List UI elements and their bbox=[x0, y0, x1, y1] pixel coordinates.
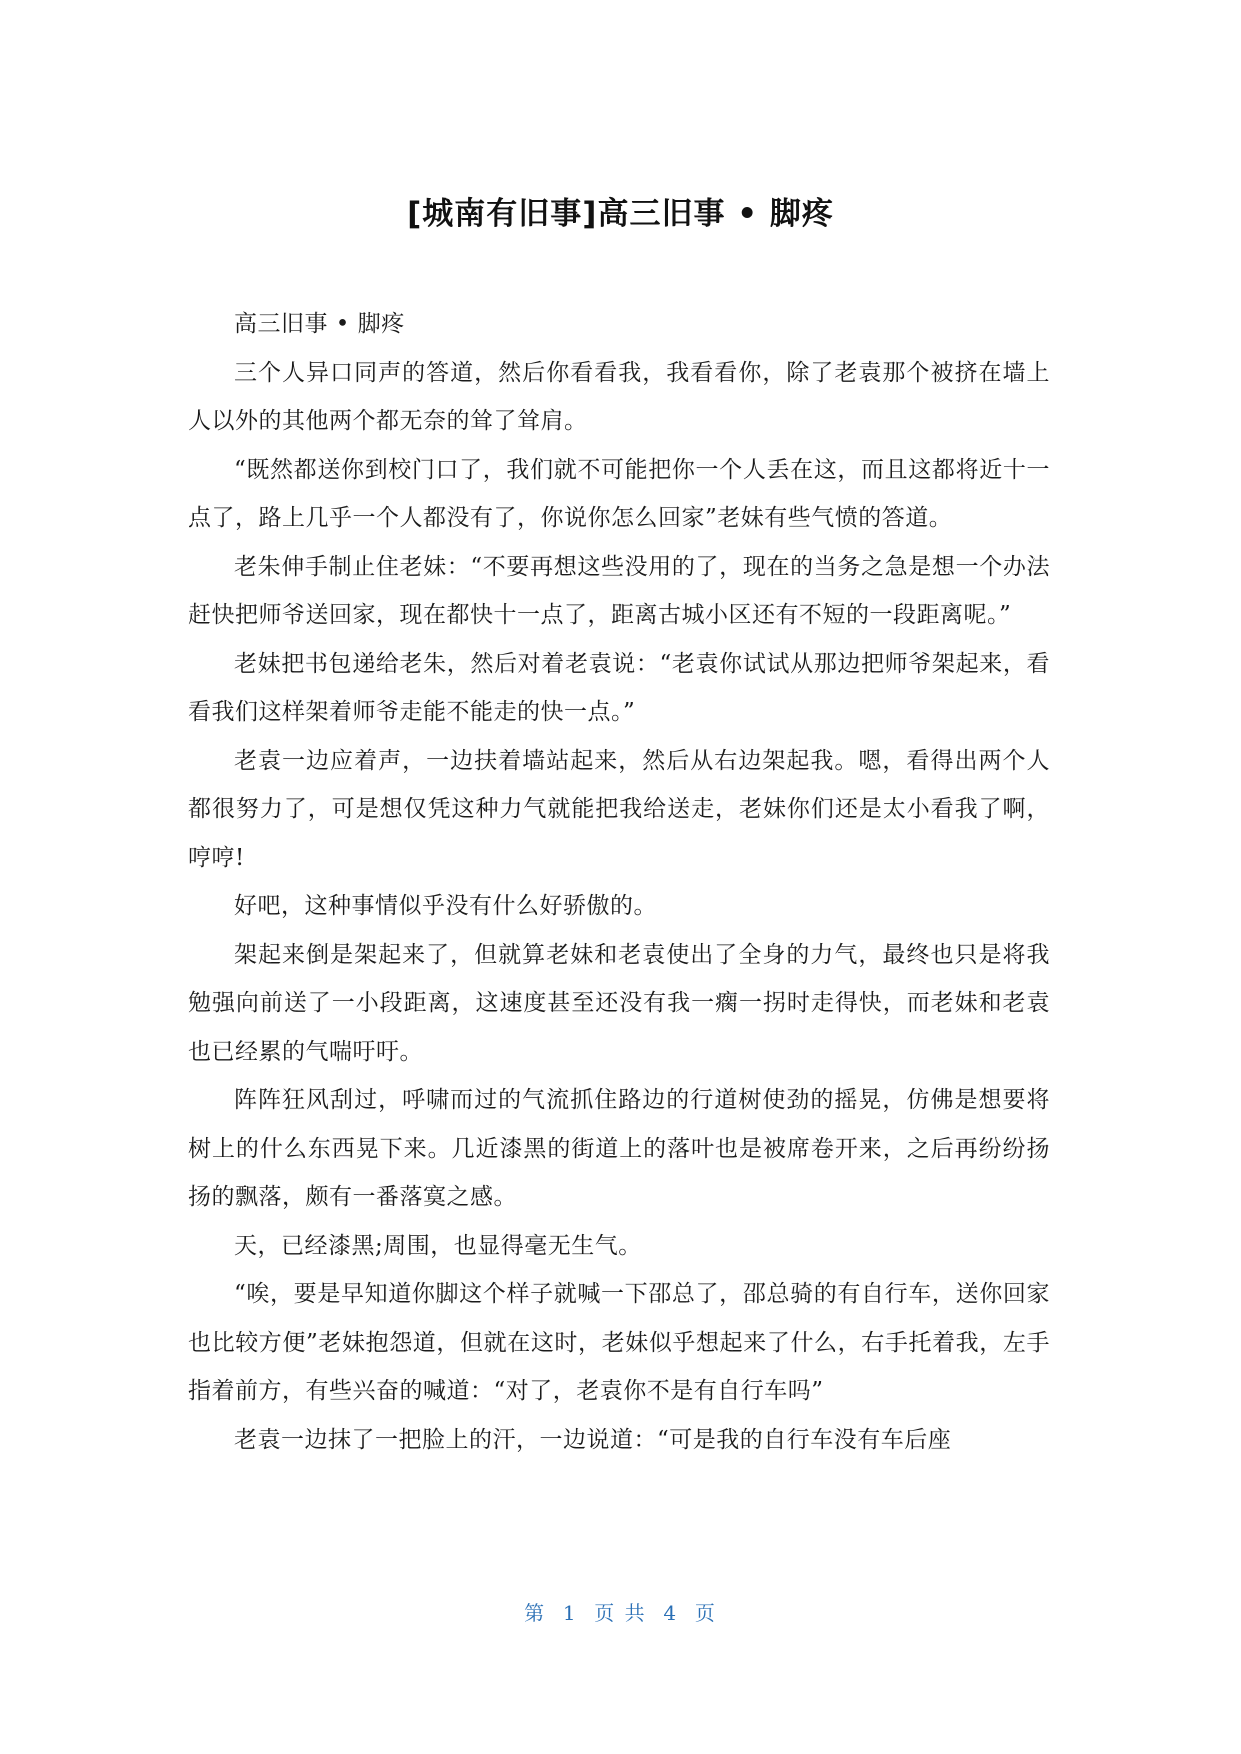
paragraph: “既然都送你到校门口了，我们就不可能把你一个人丢在这，而且这都将近十一点了，路上几乎一个人都没有了，你说你怎么回家”老妹有些气愤的答道。 bbox=[188, 456, 1050, 531]
paragraph: 老妹把书包递给老朱，然后对着老袁说：“老袁你试试从那边把师爷架起来，看看我们这样架着师爷走能不能走的快一点。” bbox=[188, 650, 1050, 725]
paragraph: 阵阵狂风刮过，呼啸而过的气流抓住路边的行道树使劲的摇晃，仿佛是想要将树上的什么东西晃下来。几近漆黑的街道上的落叶也是被席卷开来，之后再纷纷扬扬的飘落，颇有一番落寞之感。 bbox=[188, 1087, 1050, 1210]
document-body bbox=[188, 300, 1050, 1464]
paragraph-subtitle: 高三旧事 • 脚疼 bbox=[234, 311, 405, 337]
paragraph: 天，已经漆黑;周围，也显得毫无生气。 bbox=[234, 1232, 642, 1259]
paragraph: 架起来倒是架起来了，但就算老妹和老袁使出了全身的力气，最终也只是将我勉强向前送了一小段距离，这速度甚至还没有我一瘸一拐时走得快，而老妹和老袁也已经累的气喘吁吁。 bbox=[188, 941, 1050, 1065]
paragraph: 老袁一边应着声，一边扶着墙站起来，然后从右边架起我。嗯，看得出两个人都很努力了，可是想仅凭这种力气就能把我给送走，老妹你们还是太小看我了啊，哼哼! bbox=[188, 747, 1050, 871]
paragraph: 老朱伸手制止住老妹：“不要再想这些没用的了，现在的当务之急是想一个办法赶快把师爷送回家，现在都快十一点了，距离古城小区还有不短的一段距离呢。” bbox=[188, 553, 1050, 628]
document-title: [城南有旧事]高三旧事 • 脚疼 bbox=[407, 196, 834, 232]
paragraph: “唉，要是早知道你脚这个样子就喊一下邵总了，邵总骑的有自行车，送你回家也比较方便”老妹抱怨道，但就在这时，老妹似乎想起来了什么，右手托着我，左手指着前方，有些兴奋的喊道：“对了，老袁你不是有自行车吗” bbox=[188, 1281, 1050, 1404]
paragraph: 三个人异口同声的答道，然后你看看我，我看看你，除了老袁那个被挤在墙上人以外的其他两个都无奈的耸了耸肩。 bbox=[188, 359, 1050, 434]
page-number-footer: 第 1 页 共 4 页 bbox=[524, 1601, 717, 1625]
paragraph: 好吧，这种事情似乎没有什么好骄傲的。 bbox=[234, 893, 657, 919]
paragraph: 老袁一边抹了一把脸上的汗，一边说道：“可是我的自行车没有车后座 bbox=[234, 1426, 952, 1453]
